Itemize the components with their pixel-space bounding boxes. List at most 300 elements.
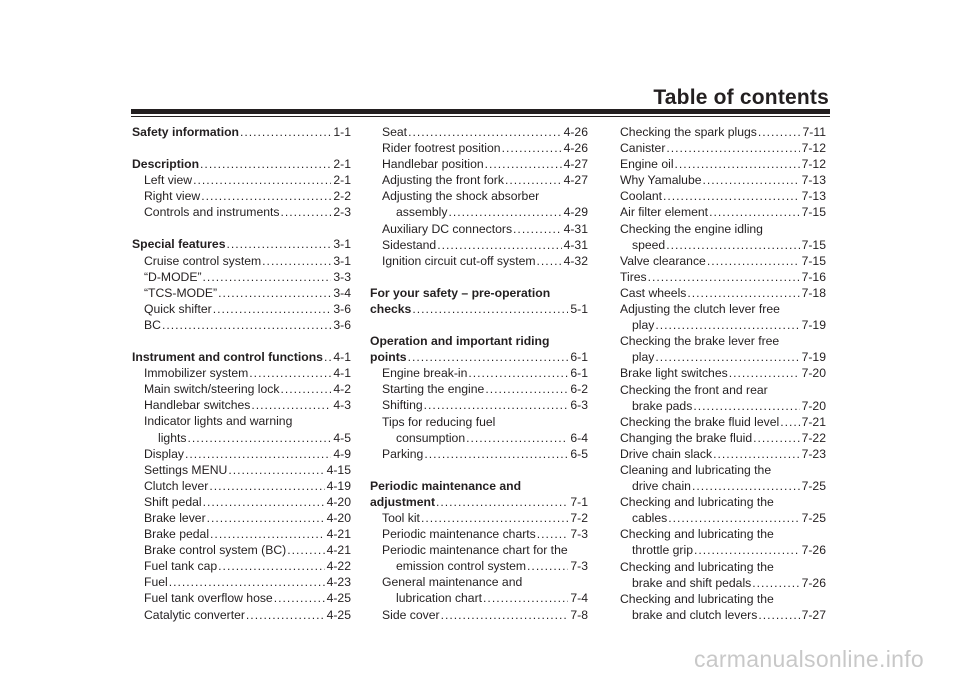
toc-entry[interactable] bbox=[620, 510, 826, 526]
dot-leader bbox=[274, 590, 325, 606]
toc-entry[interactable] bbox=[132, 510, 351, 526]
toc-entry-title: Parking bbox=[382, 446, 424, 461]
toc-entry[interactable] bbox=[132, 253, 351, 269]
toc-entry-page: 7-15 bbox=[801, 253, 826, 268]
toc-entry-title: Handlebar position bbox=[382, 157, 484, 172]
dot-leader bbox=[240, 124, 331, 140]
dot-leader bbox=[436, 494, 568, 510]
toc-entry-title: play bbox=[632, 350, 655, 365]
toc-entry-title: adjustment bbox=[370, 494, 436, 509]
toc-entry-page: 4-22 bbox=[326, 559, 351, 574]
dot-leader bbox=[437, 237, 561, 253]
toc-entry-page: 4-5 bbox=[333, 430, 351, 445]
toc-entry-title: Cast wheels bbox=[620, 285, 687, 300]
dot-leader bbox=[218, 285, 331, 301]
toc-entry[interactable] bbox=[620, 221, 826, 237]
toc-entry[interactable] bbox=[132, 446, 351, 462]
toc-entry-title: Checking and lubricating the bbox=[620, 527, 774, 542]
toc-entry-title: Indicator lights and warning bbox=[144, 414, 293, 429]
toc-entry[interactable] bbox=[620, 188, 826, 204]
dot-leader bbox=[752, 575, 799, 591]
dot-leader bbox=[466, 430, 568, 446]
toc-entry-title: Ignition circuit cut-off system bbox=[382, 253, 536, 268]
dot-leader bbox=[412, 301, 568, 317]
toc-entry-title: assembly bbox=[396, 205, 448, 220]
toc-entry-title: Side cover bbox=[382, 607, 440, 622]
toc-entry[interactable] bbox=[370, 558, 588, 574]
toc-entry[interactable] bbox=[132, 285, 351, 301]
toc-entry-page: 7-3 bbox=[570, 527, 588, 542]
toc-entry[interactable] bbox=[370, 333, 588, 349]
toc-entry-title: Cleaning and lubricating the bbox=[620, 462, 772, 477]
dot-leader bbox=[287, 542, 324, 558]
toc-entry[interactable] bbox=[370, 237, 588, 253]
toc-entry-title: Settings MENU bbox=[144, 462, 228, 477]
toc-entry[interactable] bbox=[620, 430, 826, 446]
toc-entry[interactable] bbox=[132, 607, 351, 623]
dot-leader bbox=[780, 414, 799, 430]
toc-entry[interactable] bbox=[620, 365, 826, 381]
toc-entry-page: 7-8 bbox=[570, 607, 588, 622]
dot-leader bbox=[424, 397, 569, 413]
dot-leader bbox=[408, 124, 562, 140]
dot-leader bbox=[203, 494, 325, 510]
toc-entry-page: 7-12 bbox=[801, 141, 826, 156]
toc-entry-title: Catalytic converter bbox=[144, 607, 245, 622]
toc-entry[interactable] bbox=[370, 607, 588, 623]
toc-entry-page: 4-26 bbox=[563, 125, 588, 139]
dot-leader bbox=[692, 478, 800, 494]
toc-entry-page: 7-22 bbox=[801, 430, 826, 445]
toc-column-3 bbox=[620, 124, 826, 623]
dot-leader bbox=[527, 558, 568, 574]
toc-entry[interactable] bbox=[620, 156, 826, 172]
toc-entry-title: Rider footrest position bbox=[382, 141, 501, 156]
toc-entry[interactable] bbox=[370, 542, 588, 558]
toc-entry[interactable] bbox=[370, 285, 588, 301]
toc-entry[interactable] bbox=[620, 382, 826, 398]
dot-leader bbox=[753, 430, 799, 446]
toc-entry-title: Checking the front and rear bbox=[620, 382, 768, 397]
toc-entry-title: Checking the brake lever free bbox=[620, 334, 780, 349]
toc-entry-title: Periodic maintenance charts bbox=[382, 527, 536, 542]
toc-entry-title: BC bbox=[144, 317, 161, 332]
toc-entry-title: Adjusting the clutch lever free bbox=[620, 302, 780, 317]
toc-entry-title: Fuel tank overflow hose bbox=[144, 591, 273, 606]
dot-leader bbox=[485, 156, 562, 172]
toc-entry[interactable] bbox=[370, 574, 588, 590]
toc-entry-title: Coolant bbox=[620, 189, 663, 204]
toc-entry-page: 4-31 bbox=[563, 237, 588, 252]
toc-entry-page: 4-15 bbox=[326, 462, 351, 477]
toc-entry[interactable] bbox=[620, 398, 826, 414]
dot-leader bbox=[648, 269, 800, 285]
toc-entry-title: speed bbox=[632, 237, 666, 252]
toc-entry[interactable] bbox=[620, 607, 826, 623]
toc-entry[interactable] bbox=[132, 365, 351, 381]
dot-leader bbox=[687, 285, 799, 301]
toc-entry-title: Clutch lever bbox=[144, 478, 209, 493]
toc-entry-title: Controls and instruments bbox=[144, 205, 280, 220]
dot-leader bbox=[249, 365, 331, 381]
toc-entry-title: Instrument and control functions bbox=[132, 350, 323, 365]
toc-entry-page: 2-1 bbox=[333, 157, 351, 172]
dot-leader bbox=[203, 269, 332, 285]
toc-entry-title: Description bbox=[132, 157, 200, 172]
toc-entry-page: 6-1 bbox=[570, 366, 588, 381]
toc-entry[interactable] bbox=[370, 381, 588, 397]
toc-entry-page: 4-2 bbox=[333, 382, 351, 397]
toc-entry-title: Checking the engine idling bbox=[620, 221, 763, 236]
toc-entry[interactable] bbox=[370, 446, 588, 462]
toc-entry-title: Adjusting the shock absorber bbox=[382, 189, 540, 204]
dot-leader bbox=[663, 188, 800, 204]
toc-entry-title: Shifting bbox=[382, 398, 423, 413]
toc-entry[interactable] bbox=[620, 414, 826, 430]
toc-entry-title: Starting the engine bbox=[382, 382, 485, 397]
toc-entry-page: 7-20 bbox=[801, 398, 826, 413]
toc-entry[interactable] bbox=[370, 478, 588, 494]
toc-entry-page: 7-26 bbox=[801, 575, 826, 590]
toc-entry-title: For your safety – pre-operation bbox=[370, 285, 551, 300]
toc-entry[interactable] bbox=[620, 204, 826, 220]
toc-entry-title: Engine oil bbox=[620, 157, 674, 172]
toc-entry[interactable] bbox=[132, 590, 351, 606]
dot-leader bbox=[324, 349, 331, 365]
toc-entry-page: 4-21 bbox=[326, 527, 351, 542]
toc-entry-title: points bbox=[370, 350, 407, 365]
toc-entry-title: Why Yamalube bbox=[620, 173, 702, 188]
toc-entry[interactable] bbox=[132, 301, 351, 317]
toc-entry-page: 6-5 bbox=[570, 446, 588, 461]
toc-entry-page: 3-1 bbox=[333, 237, 351, 252]
toc-entry[interactable] bbox=[132, 124, 351, 140]
toc-entry[interactable] bbox=[132, 269, 351, 285]
dot-leader bbox=[758, 124, 801, 140]
toc-entry-title: brake pads bbox=[632, 398, 693, 413]
toc-entry-title: Seat bbox=[382, 125, 408, 139]
toc-entry[interactable] bbox=[132, 381, 351, 397]
dot-leader bbox=[246, 607, 325, 623]
toc-entry[interactable] bbox=[132, 430, 351, 446]
toc-entry[interactable] bbox=[370, 188, 588, 204]
toc-entry[interactable] bbox=[370, 253, 588, 269]
toc-entry[interactable] bbox=[620, 542, 826, 558]
toc-entry-title: Tips for reducing fuel bbox=[382, 414, 496, 429]
toc-entry[interactable] bbox=[620, 140, 826, 156]
toc-entry-title: Periodic maintenance and bbox=[370, 478, 522, 493]
toc-entry[interactable] bbox=[620, 285, 826, 301]
title-rule-thin bbox=[131, 116, 830, 117]
toc-entry-page: 3-6 bbox=[333, 317, 351, 332]
title-rule-thick bbox=[131, 109, 830, 114]
toc-entry-page: 7-11 bbox=[802, 125, 826, 139]
toc-entry-page: 7-21 bbox=[801, 414, 826, 429]
toc-entry-page: 4-1 bbox=[333, 366, 351, 381]
toc-entry-title: Brake control system (BC) bbox=[144, 543, 287, 558]
dot-leader bbox=[693, 398, 799, 414]
toc-entry-title: Auxiliary DC connectors bbox=[382, 221, 513, 236]
dot-leader bbox=[694, 542, 800, 558]
dot-leader bbox=[200, 156, 331, 172]
toc-entry-title: Left view bbox=[144, 173, 193, 188]
toc-entry-page: 3-6 bbox=[333, 301, 351, 316]
dot-leader bbox=[468, 365, 568, 381]
toc-entry[interactable] bbox=[620, 494, 826, 510]
dot-leader bbox=[162, 317, 331, 333]
toc-entry-title: Valve clearance bbox=[620, 253, 706, 268]
toc-entry-title: Engine break-in bbox=[382, 366, 468, 381]
dot-leader bbox=[421, 510, 568, 526]
toc-entry[interactable] bbox=[370, 414, 588, 430]
toc-entry-title: Display bbox=[144, 446, 184, 461]
toc-entry-page: 7-15 bbox=[801, 205, 826, 220]
toc-entry-page: 7-2 bbox=[570, 510, 588, 525]
toc-entry-page: 4-27 bbox=[563, 173, 588, 188]
toc-entry-page: 7-13 bbox=[801, 173, 826, 188]
toc-entry-page: 7-4 bbox=[570, 591, 588, 606]
toc-entry-title: Tool kit bbox=[382, 510, 420, 525]
toc-entry[interactable] bbox=[132, 317, 351, 333]
toc-entry[interactable] bbox=[370, 510, 588, 526]
toc-entry-page: 4-19 bbox=[326, 478, 351, 493]
dot-leader bbox=[675, 156, 800, 172]
toc-entry-page: 4-9 bbox=[333, 446, 351, 461]
dot-leader bbox=[228, 462, 324, 478]
dot-leader bbox=[758, 607, 799, 623]
toc-entry-title: Special features bbox=[132, 237, 226, 252]
toc-entry-title: Canister bbox=[620, 141, 666, 156]
dot-leader bbox=[485, 381, 568, 397]
toc-entry[interactable] bbox=[370, 397, 588, 413]
toc-entry-page: 4-29 bbox=[563, 205, 588, 220]
toc-entry[interactable] bbox=[620, 237, 826, 253]
toc-entry-page: 7-26 bbox=[801, 543, 826, 558]
toc-entry-title: brake and shift pedals bbox=[632, 575, 752, 590]
toc-entry[interactable] bbox=[620, 317, 826, 333]
toc-entry[interactable] bbox=[132, 413, 351, 429]
toc-entry-page: 7-15 bbox=[801, 237, 826, 252]
toc-entry-title: Checking the brake fluid level bbox=[620, 414, 780, 429]
toc-entry-title: Air filter element bbox=[620, 205, 709, 220]
toc-entry[interactable] bbox=[132, 188, 351, 204]
toc-entry-title: Operation and important riding bbox=[370, 334, 550, 349]
toc-entry[interactable] bbox=[132, 236, 351, 252]
toc-entry[interactable] bbox=[620, 253, 826, 269]
toc-entry[interactable] bbox=[620, 124, 826, 140]
toc-entry-page: 7-23 bbox=[801, 446, 826, 461]
toc-entry-title: lubrication chart bbox=[396, 591, 483, 606]
toc-entry[interactable] bbox=[620, 349, 826, 365]
dot-leader bbox=[185, 446, 331, 462]
toc-entry-page: 4-27 bbox=[563, 157, 588, 172]
toc-entry[interactable] bbox=[132, 156, 351, 172]
dot-leader bbox=[502, 140, 562, 156]
toc-entry-title: Checking and lubricating the bbox=[620, 495, 774, 510]
toc-entry-page: 7-18 bbox=[801, 285, 826, 300]
toc-entry[interactable] bbox=[132, 349, 351, 365]
toc-entry-title: Tires bbox=[620, 269, 647, 284]
toc-entry[interactable] bbox=[620, 333, 826, 349]
dot-leader bbox=[201, 188, 331, 204]
dot-leader bbox=[537, 253, 562, 269]
toc-entry-page: 4-26 bbox=[563, 141, 588, 156]
toc-entry-title: Sidestand bbox=[382, 237, 437, 252]
toc-entry[interactable] bbox=[620, 478, 826, 494]
toc-entry[interactable] bbox=[620, 559, 826, 575]
toc-entry[interactable] bbox=[132, 172, 351, 188]
toc-entry[interactable] bbox=[620, 172, 826, 188]
toc-entry-title: drive chain bbox=[632, 479, 691, 494]
toc-entry[interactable] bbox=[132, 397, 351, 413]
toc-entry[interactable] bbox=[370, 172, 588, 188]
toc-entry-page: 2-3 bbox=[333, 205, 351, 220]
toc-entry-page: 6-1 bbox=[570, 350, 588, 365]
dot-leader bbox=[666, 237, 799, 253]
toc-entry[interactable] bbox=[370, 526, 588, 542]
dot-leader bbox=[668, 510, 799, 526]
toc-entry-title: Safety information bbox=[132, 125, 239, 139]
toc-entry-page: 3-1 bbox=[333, 253, 351, 268]
dot-leader bbox=[424, 446, 568, 462]
toc-entry-page: 4-3 bbox=[333, 398, 351, 413]
dot-leader bbox=[262, 253, 331, 269]
toc-entry[interactable] bbox=[132, 478, 351, 494]
page-title: Table of contents bbox=[653, 86, 829, 109]
toc-entry-title: Shift pedal bbox=[144, 494, 202, 509]
dot-leader bbox=[513, 221, 562, 237]
toc-entry-page: 4-20 bbox=[326, 494, 351, 509]
toc-entry[interactable] bbox=[132, 558, 351, 574]
toc-entry-page: 4-21 bbox=[326, 543, 351, 558]
toc-entry-page: 6-3 bbox=[570, 398, 588, 413]
dot-leader bbox=[729, 365, 800, 381]
toc-entry-page: 2-2 bbox=[333, 189, 351, 204]
toc-entry-title: Checking and lubricating the bbox=[620, 559, 774, 574]
dot-leader bbox=[505, 172, 562, 188]
dot-leader bbox=[280, 381, 331, 397]
toc-entry[interactable] bbox=[620, 269, 826, 285]
dot-leader bbox=[169, 574, 325, 590]
toc-entry[interactable] bbox=[370, 124, 588, 140]
toc-entry-title: Brake light switches bbox=[620, 366, 728, 381]
toc-entry-title: consumption bbox=[396, 430, 466, 445]
dot-leader bbox=[713, 446, 799, 462]
dot-leader bbox=[483, 590, 568, 606]
toc-entry-page: 4-20 bbox=[326, 510, 351, 525]
toc-entry-page: 7-3 bbox=[570, 559, 588, 574]
toc-entry-page: 5-1 bbox=[570, 301, 588, 316]
toc-entry[interactable] bbox=[370, 221, 588, 237]
dot-leader bbox=[448, 204, 561, 220]
toc-entry-page: 3-4 bbox=[333, 285, 351, 300]
toc-entry[interactable] bbox=[370, 349, 588, 365]
toc-entry[interactable] bbox=[620, 591, 826, 607]
toc-entry[interactable] bbox=[370, 140, 588, 156]
toc-entry-title: cables bbox=[632, 511, 668, 526]
toc-entry-title: Periodic maintenance chart for the bbox=[382, 543, 568, 558]
toc-entry-title: Fuel bbox=[144, 575, 168, 590]
toc-entry-title: General maintenance and bbox=[382, 575, 523, 590]
toc-entry[interactable] bbox=[620, 462, 826, 478]
toc-entry[interactable] bbox=[132, 574, 351, 590]
toc-entry-page: 4-1 bbox=[333, 350, 351, 365]
dot-leader bbox=[193, 172, 331, 188]
toc-entry[interactable] bbox=[370, 156, 588, 172]
toc-entry-title: checks bbox=[370, 301, 412, 316]
dot-leader bbox=[187, 430, 331, 446]
toc-entry[interactable] bbox=[370, 301, 588, 317]
toc-entry-page: 4-31 bbox=[563, 221, 588, 236]
toc-entry-page: 7-1 bbox=[570, 494, 588, 509]
toc-entry-page: 3-3 bbox=[333, 269, 351, 284]
toc-entry-title: Checking the spark plugs bbox=[620, 125, 757, 139]
dot-leader bbox=[207, 510, 325, 526]
dot-leader bbox=[210, 526, 325, 542]
toc-entry[interactable] bbox=[370, 494, 588, 510]
toc-entry-page: 7-27 bbox=[801, 607, 826, 622]
toc-column-1 bbox=[132, 124, 351, 623]
dot-leader bbox=[703, 172, 800, 188]
toc-entry-title: throttle grip bbox=[632, 543, 693, 558]
toc-entry-title: Drive chain slack bbox=[620, 446, 713, 461]
toc-entry-page: 6-4 bbox=[570, 430, 588, 445]
toc-entry-title: emission control system bbox=[396, 559, 527, 574]
dot-leader bbox=[666, 140, 799, 156]
toc-entry[interactable] bbox=[620, 446, 826, 462]
toc-entry-page: 7-20 bbox=[801, 366, 826, 381]
dot-leader bbox=[209, 478, 324, 494]
toc-entry-page: 7-19 bbox=[801, 318, 826, 333]
toc-entry[interactable] bbox=[370, 204, 588, 220]
toc-entry-page: 7-25 bbox=[801, 511, 826, 526]
dot-leader bbox=[441, 607, 569, 623]
toc-entry[interactable] bbox=[132, 526, 351, 542]
dot-leader bbox=[251, 397, 331, 413]
toc-entry-title: Immobilizer system bbox=[144, 366, 249, 381]
toc-entry-title: Adjusting the front fork bbox=[382, 173, 504, 188]
toc-column-2 bbox=[370, 124, 588, 623]
dot-leader bbox=[707, 253, 800, 269]
dot-leader bbox=[280, 204, 331, 220]
toc-entry[interactable] bbox=[132, 494, 351, 510]
toc-entry-page: 4-25 bbox=[326, 607, 351, 622]
toc-entry[interactable] bbox=[620, 526, 826, 542]
toc-entry[interactable] bbox=[132, 462, 351, 478]
toc-entry-title: brake and clutch levers bbox=[632, 607, 758, 622]
toc-entry-title: Right view bbox=[144, 189, 201, 204]
toc-entry[interactable] bbox=[620, 575, 826, 591]
toc-entry-title: Quick shifter bbox=[144, 301, 212, 316]
toc-entry-title: “TCS-MODE” bbox=[144, 285, 218, 300]
toc-entry[interactable] bbox=[620, 301, 826, 317]
toc-entry-title: Cruise control system bbox=[144, 253, 262, 268]
toc-entry[interactable] bbox=[370, 590, 588, 606]
toc-entry[interactable] bbox=[132, 542, 351, 558]
toc-entry-title: Brake lever bbox=[144, 510, 206, 525]
dot-leader bbox=[218, 558, 324, 574]
toc-entry-page: 7-25 bbox=[801, 479, 826, 494]
dot-leader bbox=[213, 301, 332, 317]
toc-entry-title: Fuel tank cap bbox=[144, 559, 218, 574]
toc-entry-page: 2-1 bbox=[333, 173, 351, 188]
toc-entry-title: Changing the brake fluid bbox=[620, 430, 753, 445]
toc-entry[interactable] bbox=[370, 365, 588, 381]
toc-entry-page: 7-19 bbox=[801, 350, 826, 365]
toc-entry[interactable] bbox=[132, 204, 351, 220]
toc-entry[interactable] bbox=[370, 430, 588, 446]
dot-leader bbox=[709, 204, 800, 220]
